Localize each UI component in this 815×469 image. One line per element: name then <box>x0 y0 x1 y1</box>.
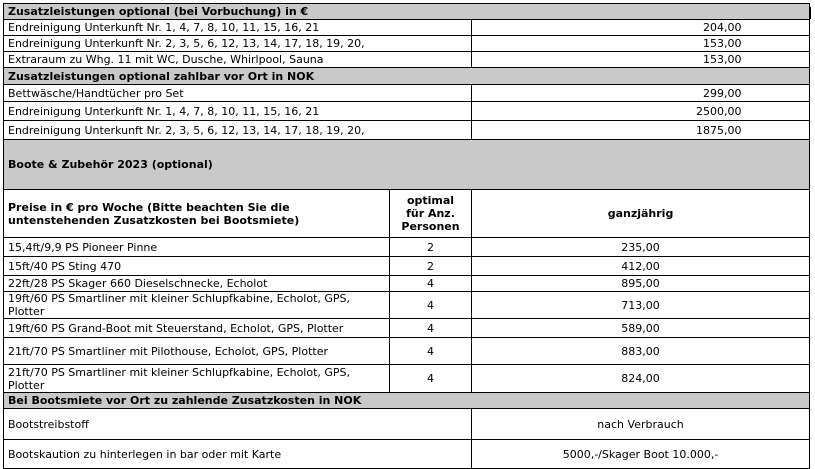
section-header-row <box>4 68 810 85</box>
row-label: Bettwäsche/Handtücher pro Set <box>4 85 472 102</box>
row-label: Extraraum zu Whg. 11 mit WC, Dusche, Whirlpool, Sauna <box>4 52 472 68</box>
row-label: Endreinigung Unterkunft Nr. 1, 4, 7, 8, 10, 11, 15, 16, 21 <box>4 102 472 121</box>
boats-title: Boote & Zubehör 2023 (optional) <box>4 140 810 190</box>
row-price: 153,00 <box>472 52 810 68</box>
col-header-season: ganzjährig <box>472 190 810 238</box>
boat-persons: 4 <box>390 276 472 292</box>
table-row <box>4 238 810 257</box>
table-row <box>4 338 810 365</box>
col-header-prices-line2: untenstehenden Zusatzkosten bei Bootsmiete) <box>8 213 300 227</box>
boat-price: 412,00 <box>472 257 810 276</box>
extra-cost-label: Bootstreibstoff <box>4 409 472 440</box>
col-header-persons-line1: optimal <box>406 194 455 207</box>
boat-name: 22ft/28 PS Skager 660 Dieselschnecke, Echolot <box>4 276 390 292</box>
boat-name-line2: Plotter <box>8 378 45 392</box>
table-row <box>4 36 810 52</box>
boat-persons: 2 <box>390 238 472 257</box>
table-row <box>4 85 810 102</box>
section1-title: Zusatzleistungen optional (bei Vorbuchung) in € <box>4 4 810 20</box>
col-header-persons-line2: für Anz. <box>406 207 455 220</box>
boat-price: 713,00 <box>472 292 810 319</box>
boat-name-line1: 21ft/70 PS Smartliner mit kleiner Schlupfkabine, Echolot, GPS, <box>8 365 351 379</box>
table-row <box>4 121 810 140</box>
table-row <box>4 292 810 319</box>
row-price: 299,00 <box>472 85 810 102</box>
row-label: Endreinigung Unterkunft Nr. 2, 3, 5, 6, 12, 13, 14, 17, 18, 19, 20, <box>4 121 472 140</box>
table-row <box>4 257 810 276</box>
extra-cost-label: Bootskaution zu hinterlegen in bar oder mit Karte <box>4 440 472 469</box>
boat-price: 883,00 <box>472 338 810 365</box>
boat-persons: 4 <box>390 365 472 393</box>
table-row <box>4 276 810 292</box>
extra-cost-value: 5000,-/Skager Boot 10.000,- <box>472 440 810 469</box>
row-price: 153,00 <box>472 36 810 52</box>
table-row <box>4 52 810 68</box>
table-row <box>4 319 810 338</box>
table-row <box>4 102 810 121</box>
col-header-prices-line1: Preise in € pro Woche (Bitte beachten Sie die <box>8 200 290 214</box>
row-price: 1875,00 <box>472 121 810 140</box>
row-price: 204,00 <box>472 20 810 36</box>
extra-costs-title: Bei Bootsmiete vor Ort zu zahlende Zusatzkosten in NOK <box>4 393 810 409</box>
section-header-row <box>4 4 810 20</box>
boat-name <box>4 365 390 393</box>
boat-price: 895,00 <box>472 276 810 292</box>
col-header-prices <box>4 190 390 238</box>
price-table <box>3 3 810 469</box>
section-header-row <box>4 140 810 190</box>
extra-cost-value: nach Verbrauch <box>472 409 810 440</box>
boat-price: 824,00 <box>472 365 810 393</box>
row-price: 2500,00 <box>472 102 810 121</box>
boat-name: 21ft/70 PS Smartliner mit Pilothouse, Echolot, GPS, Plotter <box>4 338 390 365</box>
boat-persons: 4 <box>390 292 472 319</box>
column-header-row <box>4 190 810 238</box>
table-row <box>4 409 810 440</box>
table-row <box>4 365 810 393</box>
boat-name: 19ft/60 PS Grand-Boot mit Steuerstand, Echolot, GPS, Plotter <box>4 319 390 338</box>
boat-name: 15,4ft/9,9 PS Pioneer Pinne <box>4 238 390 257</box>
row-label: Endreinigung Unterkunft Nr. 2, 3, 5, 6, 12, 13, 14, 17, 18, 19, 20, <box>4 36 472 52</box>
table-row <box>4 440 810 469</box>
boat-persons: 4 <box>390 338 472 365</box>
boat-price: 235,00 <box>472 238 810 257</box>
section-header-row <box>4 393 810 409</box>
col-header-persons <box>390 190 472 238</box>
boat-name-line1: 19ft/60 PS Smartliner mit kleiner Schlupfkabine, Echolot, GPS, <box>8 292 351 305</box>
row-label: Endreinigung Unterkunft Nr. 1, 4, 7, 8, 10, 11, 15, 16, 21 <box>4 20 472 36</box>
col-header-persons-line3: Personen <box>401 220 460 233</box>
boat-name <box>4 292 390 319</box>
boat-name-line2: Plotter <box>8 305 45 318</box>
boat-persons: 2 <box>390 257 472 276</box>
table-row <box>4 20 810 36</box>
text-cursor <box>810 7 811 19</box>
boat-price: 589,00 <box>472 319 810 338</box>
boat-persons: 4 <box>390 319 472 338</box>
boat-name: 15ft/40 PS Sting 470 <box>4 257 390 276</box>
section2-title: Zusatzleistungen optional zahlbar vor Ort in NOK <box>4 68 810 85</box>
